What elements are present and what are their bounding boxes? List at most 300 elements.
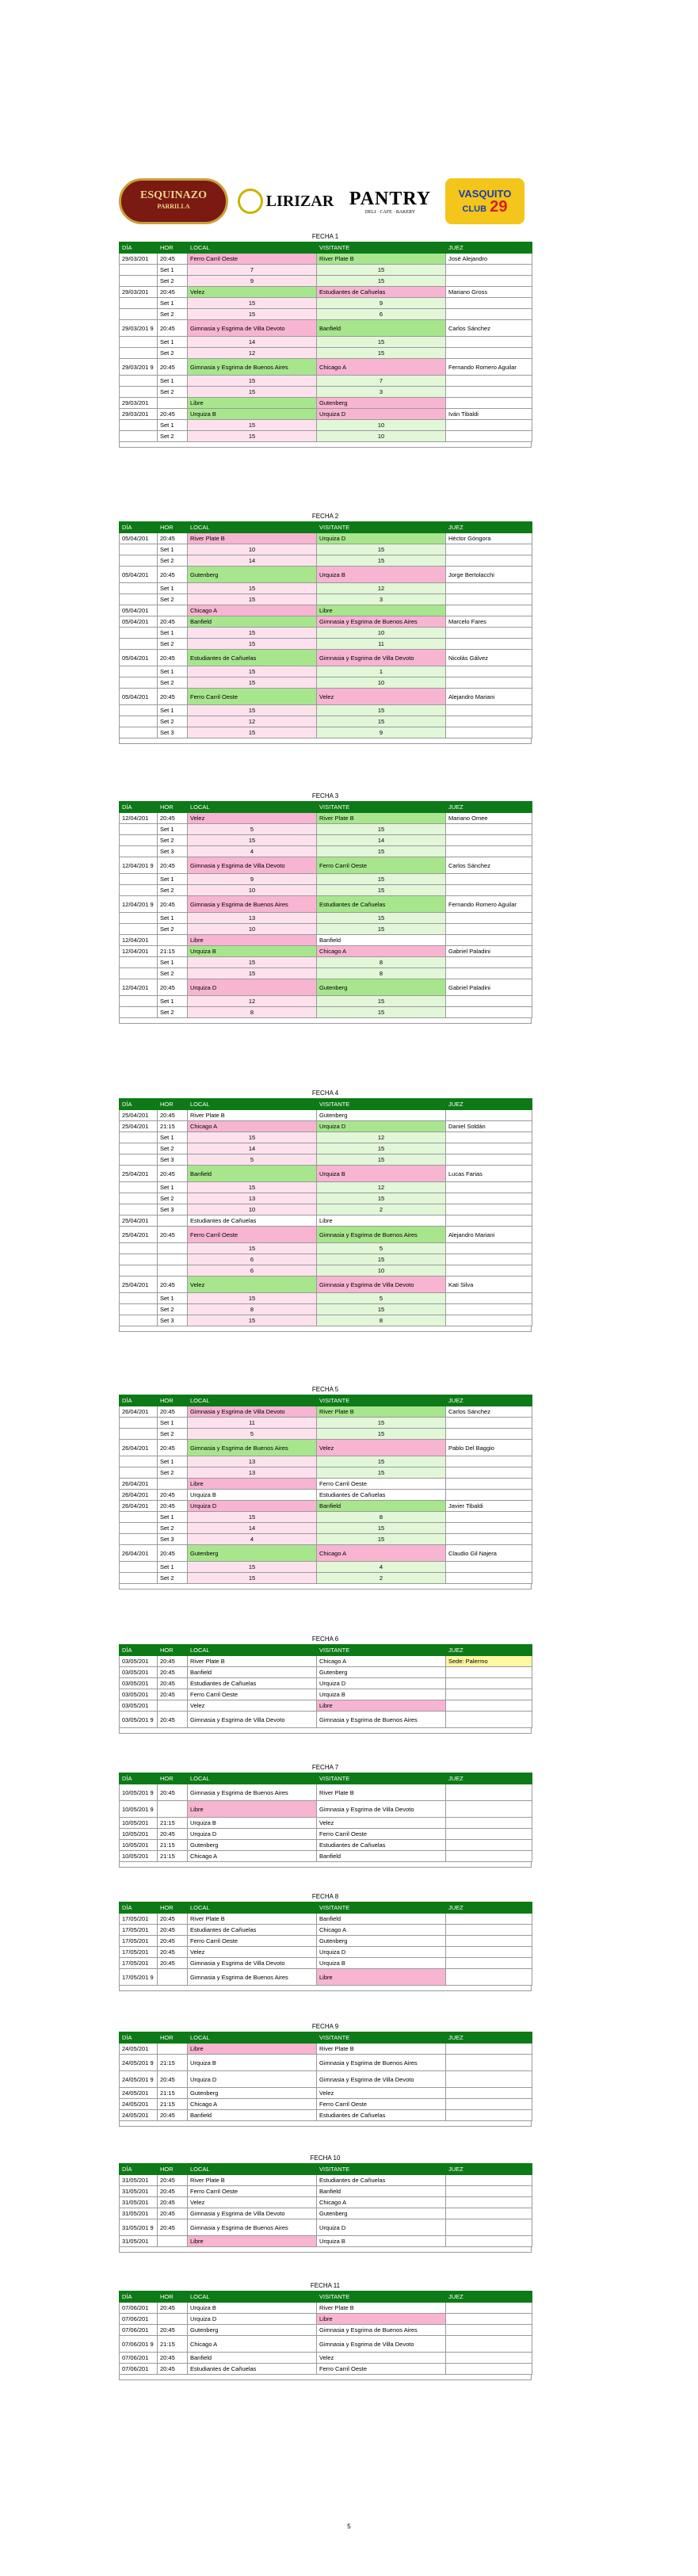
set-visitor-score: 1 (317, 666, 446, 677)
set-blank (446, 348, 532, 359)
match-date: 29/03/201 9 (120, 320, 158, 337)
set-local-score: 15 (188, 583, 317, 594)
match-row (120, 2055, 532, 2071)
set-visitor-score: 15 (317, 924, 446, 935)
set-row (120, 1534, 532, 1545)
header-local: LOCAL (188, 1395, 317, 1406)
fixture-table (119, 2163, 532, 2247)
set-blank (446, 1265, 532, 1277)
set-visitor-score: 15 (317, 824, 446, 835)
header-juez: JUEZ (446, 802, 532, 813)
set-blank (120, 996, 158, 1007)
match-date: 05/04/201 (120, 689, 158, 705)
set-visitor-score: 8 (317, 957, 446, 968)
match-time: 20:45 (158, 1440, 188, 1456)
match-row (120, 2110, 532, 2121)
set-blank (120, 727, 158, 738)
match-time: 20:45 (158, 2186, 188, 2197)
match-date: 05/04/201 (120, 605, 158, 616)
visitor-team: Chicago A (317, 1545, 446, 1562)
match-time: 20:45 (158, 1501, 188, 1512)
header-visitante: VISITANTE (317, 1902, 446, 1914)
header-juez: JUEZ (446, 1099, 532, 1110)
set-local-score: 8 (188, 1007, 317, 1018)
match-date: 17/05/201 (120, 1936, 158, 1947)
referee: Jorge Bertolacchi (446, 567, 532, 583)
set-blank (446, 387, 532, 398)
set-local-score: 10 (188, 885, 317, 896)
set-row (120, 583, 532, 594)
match-row (120, 813, 532, 824)
set-label: Set 2 (158, 1429, 188, 1440)
match-date: 10/05/201 (120, 1851, 158, 1862)
referee (446, 1840, 532, 1851)
set-local-score: 15 (188, 1293, 317, 1304)
set-blank (446, 1562, 532, 1573)
referee (446, 1936, 532, 1947)
set-blank (120, 276, 158, 287)
set-label: Set 1 (158, 1182, 188, 1193)
visitor-team: Estudiantes de Cañuelas (317, 896, 446, 913)
fecha-title: FECHA 5 (311, 1386, 339, 1393)
set-local-score: 9 (188, 276, 317, 287)
set-local-score: 15 (188, 387, 317, 398)
header-juez: JUEZ (446, 522, 532, 533)
header-hora: HOR (158, 2032, 188, 2044)
fecha-title: FECHA 9 (311, 2023, 339, 2030)
match-date: 31/05/201 (120, 2197, 158, 2208)
match-row (120, 1818, 532, 1829)
visitor-team: Gutenberg (317, 1936, 446, 1947)
referee (446, 2088, 532, 2099)
match-date: 12/04/201 (120, 813, 158, 824)
referee: Carlos Sánchez (446, 320, 532, 337)
set-blank (446, 1304, 532, 1315)
set-row (120, 1182, 532, 1193)
match-date: 05/04/201 (120, 616, 158, 628)
set-blank (446, 555, 532, 567)
visitor-team: Ferro Carril Oeste (317, 1479, 446, 1490)
set-blank (446, 1418, 532, 1429)
referee: Fernando Romero Aguilar (446, 359, 532, 376)
set-local-score: 15 (188, 1573, 317, 1584)
header-hora: HOR (158, 1902, 188, 1914)
header-dia: DÍA (120, 1902, 158, 1914)
match-date: 24/05/201 (120, 2110, 158, 2121)
local-team: Ferro Carril Oeste (188, 1227, 317, 1243)
local-team: Urquiza B (188, 2055, 317, 2071)
set-blank (120, 583, 158, 594)
page-number: 5 (347, 2523, 351, 2530)
local-team: Gimnasia y Esgrima de Buenos Aires (188, 1784, 317, 1801)
set-blank (120, 1154, 158, 1166)
referee (446, 2236, 532, 2247)
set-label: Set 2 (158, 1143, 188, 1154)
local-team: Banfield (188, 2353, 317, 2364)
set-blank (120, 1265, 158, 1277)
local-team: Velez (188, 1700, 317, 1712)
match-time: 20:45 (158, 533, 188, 544)
match-row (120, 2099, 532, 2110)
table-header-row (120, 2032, 532, 2044)
set-row (120, 1315, 532, 1326)
match-date: 10/05/201 (120, 1818, 158, 1829)
match-date: 29/03/201 (120, 287, 158, 298)
vasquito-logo-number: 29 (490, 197, 508, 216)
set-visitor-score: 10 (317, 628, 446, 639)
set-blank (446, 1523, 532, 1534)
set-row (120, 1243, 532, 1254)
match-date: 17/05/201 (120, 1947, 158, 1958)
fixture-table (119, 2032, 532, 2121)
set-blank (120, 957, 158, 968)
local-team: Estudiantes de Cañuelas (188, 1215, 317, 1227)
referee: Pablo Del Baggio (446, 1440, 532, 1456)
set-blank (446, 835, 532, 846)
visitor-team: Velez (317, 1818, 446, 1829)
visitor-team: Gutenberg (317, 1110, 446, 1121)
referee: Carlos Sánchez (446, 1406, 532, 1418)
match-date: 25/04/201 (120, 1277, 158, 1293)
fixture-table (119, 2291, 532, 2375)
match-date: 03/05/201 (120, 1667, 158, 1678)
match-time: 20:45 (158, 2325, 188, 2336)
sponsor-logos (119, 178, 531, 226)
header-visitante: VISITANTE (317, 2292, 446, 2303)
visitor-team: Libre (317, 2314, 446, 2325)
header-juez: JUEZ (446, 1395, 532, 1406)
set-blank (446, 1467, 532, 1479)
local-team: Velez (188, 1947, 317, 1958)
set-local-score: 6 (188, 1254, 317, 1265)
vasquito-logo-club: CLUB (462, 204, 487, 214)
header-juez: JUEZ (446, 1773, 532, 1784)
local-team: Velez (188, 813, 317, 824)
set-label: Set 1 (158, 666, 188, 677)
set-row (120, 846, 532, 857)
set-visitor-score: 15 (317, 1418, 446, 1429)
set-blank (446, 1429, 532, 1440)
match-time: 20:45 (158, 2071, 188, 2088)
set-label: Set 1 (158, 996, 188, 1007)
set-local-score: 13 (188, 913, 317, 924)
match-date: 12/04/201 (120, 935, 158, 946)
referee: Daniel Soldán (446, 1121, 532, 1132)
match-date: 31/05/201 (120, 2236, 158, 2247)
match-row (120, 2186, 532, 2197)
set-local-score: 8 (188, 1304, 317, 1315)
visitor-team: Libre (317, 1215, 446, 1227)
fecha-box-bottom (119, 2247, 532, 2253)
set-label: Set 1 (158, 1512, 188, 1523)
local-team: Ferro Carril Oeste (188, 254, 317, 265)
set-blank (120, 431, 158, 442)
referee (446, 1110, 532, 1121)
set-visitor-score: 7 (317, 376, 446, 387)
set-blank (446, 544, 532, 555)
referee (446, 2353, 532, 2364)
set-label: Set 1 (158, 265, 188, 276)
table-header-row (120, 1773, 532, 1784)
set-blank (120, 1467, 158, 1479)
fecha-title: FECHA 1 (311, 233, 339, 240)
set-visitor-score: 15 (317, 716, 446, 727)
match-date: 31/05/201 (120, 2175, 158, 2186)
set-blank (446, 924, 532, 935)
local-team: Chicago A (188, 2336, 317, 2353)
local-team: Libre (188, 2236, 317, 2247)
set-local-score: 12 (188, 716, 317, 727)
header-hora: HOR (158, 2292, 188, 2303)
set-row (120, 1143, 532, 1154)
header-juez: JUEZ (446, 1902, 532, 1914)
set-visitor-score: 5 (317, 1243, 446, 1254)
set-blank (120, 1456, 158, 1467)
fecha-title: FECHA 6 (311, 1635, 339, 1643)
match-row (120, 2353, 532, 2364)
visitor-team: Chicago A (317, 2197, 446, 2208)
match-row (120, 1501, 532, 1512)
table-header-row (120, 1099, 532, 1110)
referee (446, 2314, 532, 2325)
match-time: 20:45 (158, 1712, 188, 1728)
set-visitor-score: 3 (317, 594, 446, 605)
visitor-team: Banfield (317, 2186, 446, 2197)
match-date: 17/05/201 (120, 1925, 158, 1936)
local-team: Gimnasia y Esgrima de Buenos Aires (188, 896, 317, 913)
set-blank (446, 1132, 532, 1143)
set-row (120, 824, 532, 835)
visitor-team: Banfield (317, 1501, 446, 1512)
set-blank (446, 1182, 532, 1193)
set-row (120, 1254, 532, 1265)
match-row (120, 2236, 532, 2247)
set-label (158, 1243, 188, 1254)
match-time: 20:45 (158, 320, 188, 337)
set-row (120, 1154, 532, 1166)
match-date: 24/05/201 9 (120, 2071, 158, 2088)
set-row (120, 1456, 532, 1467)
header-hora: HOR (158, 802, 188, 813)
match-row (120, 409, 532, 420)
local-team: River Plate B (188, 1656, 317, 1667)
set-label: Set 2 (158, 387, 188, 398)
set-blank (446, 1573, 532, 1584)
match-time: 20:45 (158, 1784, 188, 1801)
set-label: Set 2 (158, 835, 188, 846)
match-row (120, 359, 532, 376)
fixture-table (119, 801, 532, 1018)
referee: Marcelo Fares (446, 616, 532, 628)
local-team: Gimnasia y Esgrima de Villa Devoto (188, 1712, 317, 1728)
table-header-row (120, 522, 532, 533)
set-visitor-score: 12 (317, 583, 446, 594)
local-team: Estudiantes de Cañuelas (188, 1925, 317, 1936)
referee: Héctor Góngora (446, 533, 532, 544)
match-row (120, 287, 532, 298)
set-local-score: 15 (188, 835, 317, 846)
match-date: 26/04/201 (120, 1406, 158, 1418)
match-date: 17/05/201 (120, 1958, 158, 1969)
set-blank (446, 639, 532, 650)
local-team: Gutenberg (188, 2088, 317, 2099)
set-label: Set 2 (158, 716, 188, 727)
fecha-box-bottom (119, 2375, 532, 2380)
set-local-score: 15 (188, 628, 317, 639)
header-visitante: VISITANTE (317, 2032, 446, 2044)
match-row (120, 1656, 532, 1667)
match-row (120, 2197, 532, 2208)
set-row (120, 1512, 532, 1523)
match-date: 26/04/201 (120, 1501, 158, 1512)
match-row (120, 567, 532, 583)
match-row (120, 1969, 532, 1986)
set-row (120, 666, 532, 677)
match-date: 12/04/201 9 (120, 896, 158, 913)
set-row (120, 913, 532, 924)
set-row (120, 1467, 532, 1479)
set-visitor-score: 15 (317, 705, 446, 716)
set-blank (446, 1293, 532, 1304)
referee (446, 1712, 532, 1728)
set-row (120, 309, 532, 320)
visitor-team: Urquiza B (317, 2236, 446, 2247)
set-label: Set 1 (158, 1132, 188, 1143)
referee (446, 2325, 532, 2336)
set-blank (446, 677, 532, 689)
set-row (120, 1293, 532, 1304)
set-blank (120, 544, 158, 555)
local-team: Libre (188, 398, 317, 409)
referee (446, 1818, 532, 1829)
set-visitor-score: 9 (317, 727, 446, 738)
match-date: 24/05/201 (120, 2088, 158, 2099)
match-time: 20:45 (158, 1925, 188, 1936)
referee (446, 1479, 532, 1490)
referee (446, 2110, 532, 2121)
set-row (120, 639, 532, 650)
match-row (120, 2044, 532, 2055)
visitor-team: Chicago A (317, 359, 446, 376)
set-label: Set 2 (158, 1007, 188, 1018)
match-time: 20:45 (158, 2197, 188, 2208)
match-time: 21:15 (158, 2088, 188, 2099)
set-visitor-score: 10 (317, 420, 446, 431)
local-team: Gimnasia y Esgrima de Buenos Aires (188, 2219, 317, 2236)
match-date: 17/05/201 9 (120, 1969, 158, 1986)
set-label: Set 3 (158, 727, 188, 738)
visitor-team: Estudiantes de Cañuelas (317, 1840, 446, 1851)
match-row (120, 2364, 532, 2375)
set-row (120, 1573, 532, 1584)
set-blank (120, 1293, 158, 1304)
local-team: Gutenberg (188, 1840, 317, 1851)
set-label: Set 3 (158, 1534, 188, 1545)
visitor-team: Estudiantes de Cañuelas (317, 2175, 446, 2186)
set-blank (446, 1456, 532, 1467)
set-blank (446, 265, 532, 276)
set-label: Set 1 (158, 420, 188, 431)
set-row (120, 1418, 532, 1429)
match-row (120, 398, 532, 409)
local-team: Urquiza D (188, 1501, 317, 1512)
match-time: 20:45 (158, 896, 188, 913)
set-label: Set 1 (158, 913, 188, 924)
set-visitor-score: 2 (317, 1204, 446, 1215)
local-team: Gimnasia y Esgrima de Buenos Aires (188, 359, 317, 376)
set-row (120, 555, 532, 567)
match-time (158, 605, 188, 616)
match-date: 31/05/201 (120, 2186, 158, 2197)
set-blank (446, 913, 532, 924)
set-row (120, 298, 532, 309)
fecha-box-bottom (119, 442, 532, 448)
set-blank (446, 874, 532, 885)
match-date: 29/03/201 (120, 398, 158, 409)
header-dia: DÍA (120, 1395, 158, 1406)
set-label: Set 2 (158, 555, 188, 567)
set-visitor-score: 15 (317, 1304, 446, 1315)
set-local-score: 15 (188, 1512, 317, 1523)
set-blank (446, 824, 532, 835)
match-date: 29/03/201 (120, 409, 158, 420)
set-blank (446, 431, 532, 442)
visitor-team: Gimnasia y Esgrima de Villa Devoto (317, 2071, 446, 2088)
referee (446, 1667, 532, 1678)
match-time: 20:45 (158, 857, 188, 874)
set-local-score: 5 (188, 824, 317, 835)
fecha-title: FECHA 8 (311, 1893, 339, 1900)
referee (446, 935, 532, 946)
set-row (120, 1193, 532, 1204)
table-header-row (120, 802, 532, 813)
set-blank (446, 705, 532, 716)
local-team: Gimnasia y Esgrima de Buenos Aires (188, 1969, 317, 1986)
match-row (120, 1936, 532, 1947)
set-blank (120, 1573, 158, 1584)
local-team: Libre (188, 1801, 317, 1818)
set-visitor-score: 2 (317, 1573, 446, 1584)
visitor-team: Estudiantes de Cañuelas (317, 1490, 446, 1501)
set-local-score: 15 (188, 666, 317, 677)
set-local-score: 4 (188, 846, 317, 857)
match-time (158, 1479, 188, 1490)
match-time: 20:45 (158, 1227, 188, 1243)
set-blank (446, 276, 532, 287)
referee (446, 1215, 532, 1227)
header-juez: JUEZ (446, 2164, 532, 2175)
match-time: 20:45 (158, 254, 188, 265)
match-row (120, 1801, 532, 1818)
match-row (120, 1490, 532, 1501)
fecha-box-bottom (119, 2121, 532, 2127)
match-row (120, 946, 532, 957)
set-row (120, 727, 532, 738)
match-row (120, 2175, 532, 2186)
set-local-score: 15 (188, 727, 317, 738)
set-blank (120, 705, 158, 716)
set-label: Set 2 (158, 276, 188, 287)
local-team: Banfield (188, 2110, 317, 2121)
set-local-score: 14 (188, 555, 317, 567)
set-local-score: 15 (188, 376, 317, 387)
match-date: 07/06/201 (120, 2303, 158, 2314)
visitor-team: Libre (317, 1969, 446, 1986)
set-blank (120, 1132, 158, 1143)
referee (446, 2099, 532, 2110)
match-row (120, 1227, 532, 1243)
set-local-score: 15 (188, 639, 317, 650)
